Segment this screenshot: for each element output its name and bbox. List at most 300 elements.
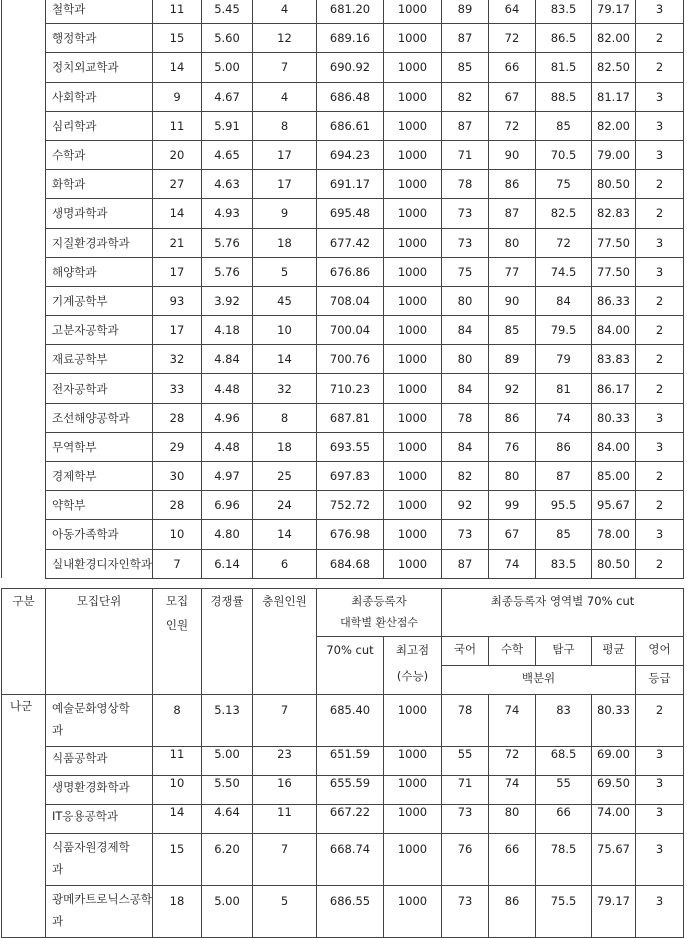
value-cell: 1000 bbox=[384, 140, 442, 169]
value-cell: 20 bbox=[153, 140, 202, 169]
table-row bbox=[2, 834, 684, 886]
value-cell: 87 bbox=[536, 462, 592, 491]
value-cell: 74 bbox=[536, 403, 592, 432]
value-cell: 7 bbox=[253, 695, 317, 747]
value-cell: 676.86 bbox=[317, 257, 384, 286]
value-cell: 73 bbox=[442, 886, 489, 938]
value-cell: 10 bbox=[153, 776, 202, 805]
header-percentile: 백분위 bbox=[442, 666, 636, 695]
value-cell: 29 bbox=[153, 432, 202, 461]
value-cell: 82.5 bbox=[536, 199, 592, 228]
value-cell: 1000 bbox=[384, 24, 442, 53]
value-cell: 4.18 bbox=[202, 316, 253, 345]
value-cell: 4.48 bbox=[202, 432, 253, 461]
value-cell: 78.5 bbox=[536, 834, 592, 886]
value-cell: 78 bbox=[442, 695, 489, 747]
value-cell: 21 bbox=[153, 228, 202, 257]
value-cell: 86 bbox=[489, 886, 536, 938]
value-cell: 1000 bbox=[384, 257, 442, 286]
value-cell: 655.59 bbox=[317, 776, 384, 805]
value-cell: 3 bbox=[636, 834, 684, 886]
value-cell: 3.92 bbox=[202, 286, 253, 315]
unit-name-cell: 약학부 bbox=[46, 491, 153, 520]
unit-name-cell bbox=[46, 776, 153, 805]
group-cell bbox=[2, 316, 46, 345]
value-cell: 80.50 bbox=[592, 549, 636, 578]
value-cell: 78.00 bbox=[592, 520, 636, 549]
value-cell: 5.91 bbox=[202, 111, 253, 140]
value-cell: 78 bbox=[442, 170, 489, 199]
value-cell: 92 bbox=[442, 491, 489, 520]
value-cell: 17 bbox=[253, 140, 317, 169]
table-row bbox=[2, 170, 684, 199]
value-cell: 86 bbox=[489, 170, 536, 199]
value-cell: 1000 bbox=[384, 549, 442, 578]
unit-name-cell: 경제학부 bbox=[46, 462, 153, 491]
value-cell: 1000 bbox=[384, 834, 442, 886]
unit-name-cell: 고분자공학과 bbox=[46, 316, 153, 345]
table-row bbox=[2, 111, 684, 140]
value-cell: 82.83 bbox=[592, 199, 636, 228]
unit-name-cell: 전자공학과 bbox=[46, 374, 153, 403]
value-cell: 23 bbox=[253, 747, 317, 776]
value-cell: 79.5 bbox=[536, 316, 592, 345]
value-cell: 64 bbox=[489, 0, 536, 24]
value-cell: 79.17 bbox=[592, 0, 636, 24]
value-cell: 86 bbox=[536, 432, 592, 461]
value-cell: 81.5 bbox=[536, 53, 592, 82]
group-cell bbox=[2, 24, 46, 53]
header-grade: 등급 bbox=[636, 666, 684, 695]
table-row bbox=[2, 374, 684, 403]
value-cell: 86.5 bbox=[536, 24, 592, 53]
value-cell: 73 bbox=[442, 805, 489, 834]
table-row bbox=[2, 695, 684, 747]
value-cell: 4.65 bbox=[202, 140, 253, 169]
value-cell: 74.5 bbox=[536, 257, 592, 286]
group-cell bbox=[2, 403, 46, 432]
header-max-line2: (수능) bbox=[396, 669, 429, 683]
table-row bbox=[2, 199, 684, 228]
value-cell: 1000 bbox=[384, 111, 442, 140]
value-cell: 2 bbox=[636, 24, 684, 53]
group-cell bbox=[2, 286, 46, 315]
value-cell: 17 bbox=[253, 170, 317, 199]
value-cell: 691.17 bbox=[317, 170, 384, 199]
value-cell: 5.00 bbox=[202, 53, 253, 82]
value-cell: 95.5 bbox=[536, 491, 592, 520]
group-cell bbox=[2, 345, 46, 374]
value-cell: 1000 bbox=[384, 286, 442, 315]
value-cell: 2 bbox=[636, 374, 684, 403]
value-cell: 28 bbox=[153, 403, 202, 432]
header-final-line1: 최종등록자 bbox=[351, 594, 407, 608]
value-cell: 80.50 bbox=[592, 170, 636, 199]
value-cell: 72 bbox=[489, 747, 536, 776]
value-cell: 74 bbox=[489, 695, 536, 747]
value-cell: 5.45 bbox=[202, 0, 253, 24]
value-cell: 55 bbox=[442, 747, 489, 776]
value-cell: 3 bbox=[636, 747, 684, 776]
value-cell: 73 bbox=[442, 520, 489, 549]
value-cell: 25 bbox=[253, 462, 317, 491]
value-cell: 90 bbox=[489, 286, 536, 315]
value-cell: 81.17 bbox=[592, 82, 636, 111]
value-cell: 4.97 bbox=[202, 462, 253, 491]
value-cell: 17 bbox=[153, 316, 202, 345]
value-cell: 95.67 bbox=[592, 491, 636, 520]
table-row bbox=[2, 403, 684, 432]
group-cell bbox=[2, 374, 46, 403]
value-cell: 85 bbox=[489, 316, 536, 345]
value-cell: 71 bbox=[442, 776, 489, 805]
value-cell: 6 bbox=[253, 549, 317, 578]
table-row bbox=[2, 82, 684, 111]
value-cell: 87 bbox=[442, 24, 489, 53]
value-cell: 72 bbox=[489, 24, 536, 53]
group-cell bbox=[2, 491, 46, 520]
value-cell: 69.50 bbox=[592, 776, 636, 805]
value-cell: 5.00 bbox=[202, 747, 253, 776]
value-cell: 5.00 bbox=[202, 886, 253, 938]
value-cell: 80 bbox=[489, 805, 536, 834]
table-row bbox=[2, 53, 684, 82]
value-cell: 83.83 bbox=[592, 345, 636, 374]
value-cell: 7 bbox=[253, 834, 317, 886]
value-cell: 14 bbox=[253, 345, 317, 374]
group-cell bbox=[2, 462, 46, 491]
value-cell: 708.04 bbox=[317, 286, 384, 315]
value-cell: 668.74 bbox=[317, 834, 384, 886]
value-cell: 88.5 bbox=[536, 82, 592, 111]
value-cell: 4.64 bbox=[202, 805, 253, 834]
value-cell: 14 bbox=[153, 199, 202, 228]
value-cell: 710.23 bbox=[317, 374, 384, 403]
value-cell: 5.76 bbox=[202, 257, 253, 286]
value-cell: 18 bbox=[153, 886, 202, 938]
value-cell: 74.00 bbox=[592, 805, 636, 834]
table-row bbox=[2, 316, 684, 345]
unit-name-line2: 과 bbox=[52, 914, 64, 928]
value-cell: 66 bbox=[489, 53, 536, 82]
value-cell: 3 bbox=[636, 111, 684, 140]
unit-name-cell: 조선해양공학과 bbox=[46, 403, 153, 432]
value-cell: 90 bbox=[489, 140, 536, 169]
unit-name-cell: 철학과 bbox=[46, 0, 153, 24]
value-cell: 5.50 bbox=[202, 776, 253, 805]
value-cell: 3 bbox=[636, 228, 684, 257]
value-cell: 76 bbox=[489, 432, 536, 461]
value-cell: 17 bbox=[153, 257, 202, 286]
value-cell: 681.20 bbox=[317, 0, 384, 24]
value-cell: 10 bbox=[153, 520, 202, 549]
value-cell: 82 bbox=[442, 82, 489, 111]
value-cell: 28 bbox=[153, 491, 202, 520]
value-cell: 6.96 bbox=[202, 491, 253, 520]
value-cell: 2 bbox=[636, 345, 684, 374]
value-cell: 1000 bbox=[384, 316, 442, 345]
unit-name-line2: 과 bbox=[52, 862, 64, 876]
value-cell: 4.96 bbox=[202, 403, 253, 432]
value-cell: 4.93 bbox=[202, 199, 253, 228]
value-cell: 85 bbox=[536, 520, 592, 549]
admission-table-bottom bbox=[1, 588, 684, 938]
header-competition: 경쟁률 bbox=[202, 589, 253, 695]
value-cell: 82.00 bbox=[592, 24, 636, 53]
unit-name-cell bbox=[46, 747, 153, 776]
value-cell: 77 bbox=[489, 257, 536, 286]
value-cell: 5.76 bbox=[202, 228, 253, 257]
value-cell: 700.76 bbox=[317, 345, 384, 374]
value-cell: 79.00 bbox=[592, 140, 636, 169]
unit-name-cell: 해양학과 bbox=[46, 257, 153, 286]
value-cell: 1000 bbox=[384, 886, 442, 938]
unit-name-line2: 과 bbox=[52, 723, 64, 737]
value-cell: 77.50 bbox=[592, 257, 636, 286]
value-cell: 27 bbox=[153, 170, 202, 199]
value-cell: 67 bbox=[489, 520, 536, 549]
value-cell: 45 bbox=[253, 286, 317, 315]
value-cell: 89 bbox=[442, 0, 489, 24]
value-cell: 14 bbox=[153, 805, 202, 834]
value-cell: 24 bbox=[253, 491, 317, 520]
value-cell: 15 bbox=[153, 24, 202, 53]
group-cell bbox=[2, 53, 46, 82]
value-cell: 4.48 bbox=[202, 374, 253, 403]
table-row bbox=[2, 805, 684, 834]
value-cell: 16 bbox=[253, 776, 317, 805]
table-row bbox=[2, 228, 684, 257]
table-row bbox=[2, 886, 684, 938]
value-cell: 686.48 bbox=[317, 82, 384, 111]
value-cell: 77.50 bbox=[592, 228, 636, 257]
group-cell bbox=[2, 82, 46, 111]
value-cell: 82.50 bbox=[592, 53, 636, 82]
value-cell: 92 bbox=[489, 374, 536, 403]
value-cell: 82.00 bbox=[592, 111, 636, 140]
value-cell: 75 bbox=[536, 170, 592, 199]
value-cell: 85 bbox=[536, 111, 592, 140]
value-cell: 1000 bbox=[384, 695, 442, 747]
value-cell: 3 bbox=[636, 403, 684, 432]
value-cell: 1000 bbox=[384, 403, 442, 432]
value-cell: 2 bbox=[636, 695, 684, 747]
table-row bbox=[2, 24, 684, 53]
header-max-line1: 최고점 bbox=[395, 643, 430, 657]
value-cell: 4.67 bbox=[202, 82, 253, 111]
header-area: 최종등록자 영역별 70% cut bbox=[442, 589, 684, 637]
value-cell: 1000 bbox=[384, 0, 442, 24]
group-label: 나군 bbox=[2, 695, 46, 938]
table-row bbox=[2, 520, 684, 549]
value-cell: 14 bbox=[153, 53, 202, 82]
value-cell: 695.48 bbox=[317, 199, 384, 228]
value-cell: 80.33 bbox=[592, 403, 636, 432]
value-cell: 93 bbox=[153, 286, 202, 315]
value-cell: 3 bbox=[636, 257, 684, 286]
value-cell: 75.5 bbox=[536, 886, 592, 938]
header-final-line2: 대학별 환산점수 bbox=[340, 616, 418, 629]
value-cell: 1000 bbox=[384, 432, 442, 461]
value-cell: 80 bbox=[489, 228, 536, 257]
value-cell: 3 bbox=[636, 140, 684, 169]
value-cell: 686.61 bbox=[317, 111, 384, 140]
value-cell: 79 bbox=[536, 345, 592, 374]
value-cell: 677.42 bbox=[317, 228, 384, 257]
value-cell: 18 bbox=[253, 432, 317, 461]
value-cell: 11 bbox=[153, 0, 202, 24]
value-cell: 1000 bbox=[384, 345, 442, 374]
value-cell: 66 bbox=[489, 834, 536, 886]
table-row bbox=[2, 432, 684, 461]
unit-name-cell: 사회학과 bbox=[46, 82, 153, 111]
value-cell: 15 bbox=[153, 834, 202, 886]
header-english: 영어 bbox=[636, 637, 684, 666]
unit-name-cell bbox=[46, 805, 153, 834]
value-cell: 752.72 bbox=[317, 491, 384, 520]
value-cell: 1000 bbox=[384, 228, 442, 257]
value-cell: 1000 bbox=[384, 199, 442, 228]
table-row bbox=[2, 286, 684, 315]
value-cell: 86.33 bbox=[592, 286, 636, 315]
value-cell: 73 bbox=[442, 199, 489, 228]
value-cell: 8 bbox=[153, 695, 202, 747]
value-cell: 4 bbox=[253, 82, 317, 111]
value-cell: 66 bbox=[536, 805, 592, 834]
value-cell: 6.20 bbox=[202, 834, 253, 886]
unit-name-line1: 생명환경화학과 bbox=[52, 780, 130, 794]
value-cell: 14 bbox=[253, 520, 317, 549]
value-cell: 80 bbox=[442, 286, 489, 315]
value-cell: 74 bbox=[489, 776, 536, 805]
value-cell: 690.92 bbox=[317, 53, 384, 82]
group-cell bbox=[2, 199, 46, 228]
header-unit: 모집단위 bbox=[46, 589, 153, 695]
header-recruit-line1: 모집 bbox=[165, 594, 189, 608]
value-cell: 2 bbox=[636, 53, 684, 82]
value-cell: 71 bbox=[442, 140, 489, 169]
header-final bbox=[317, 589, 442, 637]
value-cell: 4.84 bbox=[202, 345, 253, 374]
header-korean: 국어 bbox=[442, 637, 489, 666]
table-row bbox=[2, 345, 684, 374]
value-cell: 67 bbox=[489, 82, 536, 111]
header-cut70: 70% cut bbox=[317, 637, 384, 695]
value-cell: 684.68 bbox=[317, 549, 384, 578]
value-cell: 84 bbox=[442, 374, 489, 403]
unit-name-cell: 화학과 bbox=[46, 170, 153, 199]
value-cell: 4.80 bbox=[202, 520, 253, 549]
admission-table-top bbox=[1, 0, 684, 579]
unit-name-cell: 수학과 bbox=[46, 140, 153, 169]
table-row bbox=[2, 257, 684, 286]
value-cell: 1000 bbox=[384, 462, 442, 491]
value-cell: 4.63 bbox=[202, 170, 253, 199]
value-cell: 68.5 bbox=[536, 747, 592, 776]
value-cell: 667.22 bbox=[317, 805, 384, 834]
value-cell: 85.00 bbox=[592, 462, 636, 491]
value-cell: 76 bbox=[442, 834, 489, 886]
table-row bbox=[2, 491, 684, 520]
group-cell bbox=[2, 257, 46, 286]
value-cell: 84 bbox=[442, 316, 489, 345]
table-row bbox=[2, 0, 684, 24]
value-cell: 651.59 bbox=[317, 747, 384, 776]
value-cell: 70.5 bbox=[536, 140, 592, 169]
value-cell: 7 bbox=[253, 53, 317, 82]
unit-name-cell bbox=[46, 695, 153, 747]
value-cell: 80.33 bbox=[592, 695, 636, 747]
value-cell: 697.83 bbox=[317, 462, 384, 491]
value-cell: 84.00 bbox=[592, 432, 636, 461]
value-cell: 75 bbox=[442, 257, 489, 286]
value-cell: 1000 bbox=[384, 520, 442, 549]
value-cell: 8 bbox=[253, 403, 317, 432]
value-cell: 30 bbox=[153, 462, 202, 491]
value-cell: 87 bbox=[489, 199, 536, 228]
unit-name-line1: IT응용공학과 bbox=[52, 809, 118, 823]
unit-name-line1: 식품공학과 bbox=[52, 751, 108, 765]
value-cell: 6.14 bbox=[202, 549, 253, 578]
value-cell: 3 bbox=[636, 432, 684, 461]
value-cell: 5 bbox=[253, 257, 317, 286]
unit-name-cell: 재료공학부 bbox=[46, 345, 153, 374]
header-average: 평균 bbox=[592, 637, 636, 666]
value-cell: 693.55 bbox=[317, 432, 384, 461]
value-cell: 2 bbox=[636, 199, 684, 228]
unit-name-cell: 심리학과 bbox=[46, 111, 153, 140]
value-cell: 694.23 bbox=[317, 140, 384, 169]
value-cell: 3 bbox=[636, 886, 684, 938]
value-cell: 1000 bbox=[384, 53, 442, 82]
value-cell: 73 bbox=[442, 228, 489, 257]
value-cell: 11 bbox=[153, 111, 202, 140]
unit-name-cell: 기계공학부 bbox=[46, 286, 153, 315]
value-cell: 72 bbox=[536, 228, 592, 257]
header-math: 수학 bbox=[489, 637, 536, 666]
table-row bbox=[2, 549, 684, 578]
value-cell: 5.60 bbox=[202, 24, 253, 53]
value-cell: 74 bbox=[489, 549, 536, 578]
value-cell: 87 bbox=[442, 549, 489, 578]
header-inquiry: 탐구 bbox=[536, 637, 592, 666]
value-cell: 81 bbox=[536, 374, 592, 403]
value-cell: 10 bbox=[253, 316, 317, 345]
value-cell: 2 bbox=[636, 549, 684, 578]
value-cell: 84 bbox=[442, 432, 489, 461]
unit-name-cell: 지질환경과학과 bbox=[46, 228, 153, 257]
value-cell: 79.17 bbox=[592, 886, 636, 938]
unit-name-cell: 정치외교학과 bbox=[46, 53, 153, 82]
table-row bbox=[2, 747, 684, 776]
table-row bbox=[2, 462, 684, 491]
value-cell: 685.40 bbox=[317, 695, 384, 747]
value-cell: 3 bbox=[636, 805, 684, 834]
value-cell: 11 bbox=[153, 747, 202, 776]
unit-name-line1: 광메카트로닉스공학 bbox=[52, 892, 152, 906]
group-cell bbox=[2, 549, 46, 578]
value-cell: 32 bbox=[253, 374, 317, 403]
header-recruit bbox=[153, 589, 202, 695]
value-cell: 12 bbox=[253, 24, 317, 53]
value-cell: 9 bbox=[153, 82, 202, 111]
table-row bbox=[2, 140, 684, 169]
group-cell bbox=[2, 228, 46, 257]
value-cell: 1000 bbox=[384, 491, 442, 520]
value-cell: 676.98 bbox=[317, 520, 384, 549]
value-cell: 85 bbox=[442, 53, 489, 82]
value-cell: 1000 bbox=[384, 170, 442, 199]
